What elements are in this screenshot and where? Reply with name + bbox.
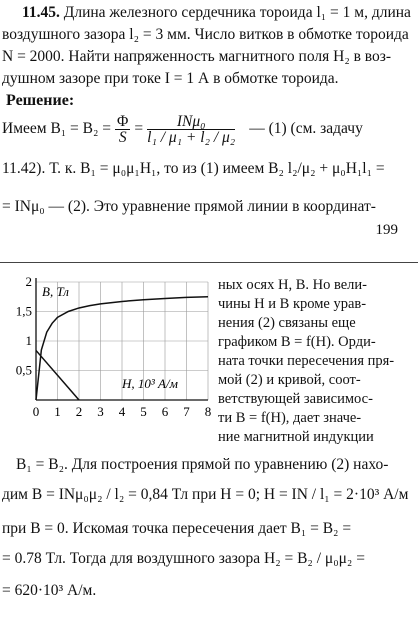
y-tick-label: 1,5 — [15, 303, 32, 319]
y-tick-label: 1 — [25, 333, 32, 348]
x-axis-label: H, 10³ А/м — [122, 376, 178, 392]
y-tick-label: 2 — [25, 274, 32, 289]
problem-line-1 — [22, 4, 411, 22]
eq1-prefix: Имеем B₁ = B₂ = — [2, 120, 112, 137]
right-col-line: ных осях H, B. Но вели- — [218, 277, 367, 293]
bottom-line-1: B₁ = B₂. Для построения прямой по уравнению (2) нахо- — [16, 456, 389, 473]
right-col-line: ветствующей зависимос- — [218, 391, 373, 407]
right-col-line: графиком B = f(H). Орди- — [218, 334, 376, 350]
x-tick-label: 2 — [75, 404, 83, 419]
x-tick-label: 4 — [118, 404, 126, 419]
right-col-line: мой (2) и кривой, соот- — [218, 372, 361, 388]
right-col-line: ната точки пересечения пря- — [218, 353, 395, 369]
page-divider — [0, 262, 418, 263]
equation-line-2: 11.42). Т. к. B₁ = μ₀μ₁H₁, то из (1) имеем B₂ l₂/μ₂ + μ₀H₁l₁ = — [2, 160, 385, 177]
equation-line-1: Имеем B₁ = B₂ = $\frac{\Phi}{S}$ = $\frac{\text{INμ₀}}{\text{l₁ / μ₁ + l₂ / μ₂}}$ — (1) (см. задачу — [2, 112, 363, 146]
y-tick-label: 0,5 — [15, 362, 32, 378]
bottom-line-2: дим B = INμ₀μ₂ / l₂ = 0,84 Тл при H = 0; H = IN / l₁ = 2·10³ А/м — [2, 486, 409, 503]
right-col-line: нения (2) связаны еще — [218, 315, 356, 331]
solution-heading: Решение: — [6, 92, 75, 109]
top-page — [0, 0, 418, 240]
right-col-line: ние магнитной индукции — [218, 429, 374, 445]
eq1-fraction-1: $\frac{\Phi}{S}$ — [117, 112, 129, 146]
x-tick-label: 7 — [183, 404, 190, 419]
eq1-fraction-2: $\frac{\text{INμ₀}}{\text{l₁ / μ₁ + l₂ / μ₂}}$ — [147, 112, 236, 146]
x-tick-label: 1 — [54, 404, 61, 419]
problem-line-4: душном зазоре при токе I = 1 А в обмотке тороида. — [2, 70, 339, 87]
right-col-line: ти B = f(H), дает значе- — [218, 410, 362, 426]
bottom-page — [0, 270, 418, 624]
bottom-line-4: = 0.78 Тл. Тогда для воздушного зазора H₂ = B₂ / μ₀μ₂ = — [2, 550, 365, 567]
problem-line-2: воздушного зазора l₂ = 3 мм. Число витков в обмотке тороида — [2, 26, 409, 43]
x-tick-label: 8 — [204, 404, 212, 419]
problem-text-1: Длина железного сердечника тороида l₁ = 1 м, длина — [63, 4, 411, 21]
problem-line-3: N = 2000. Найти напряженность магнитного поля H₂ в воз- — [2, 48, 392, 65]
x-tick-label: 6 — [161, 404, 169, 419]
eq1-suffix: — (1) (см. задачу — [249, 120, 363, 137]
bottom-line-3: при B = 0. Искомая точка пересечения дает B₁ = B₂ = — [2, 520, 352, 537]
bottom-line-5: = 620·10³ А/м. — [2, 582, 97, 599]
page-number: 199 — [375, 222, 398, 238]
problem-number: 11.45. — [22, 4, 60, 21]
x-tick-label: 3 — [97, 404, 104, 419]
y-axis-label: B, Тл — [42, 284, 69, 299]
x-tick-label: 0 — [32, 404, 40, 419]
x-tick-label: 5 — [140, 404, 147, 419]
right-col-line: чины H и B кроме урав- — [218, 296, 367, 312]
equation-line-3: = INμ₀ — (2). Это уравнение прямой линии в координат- — [2, 198, 376, 215]
